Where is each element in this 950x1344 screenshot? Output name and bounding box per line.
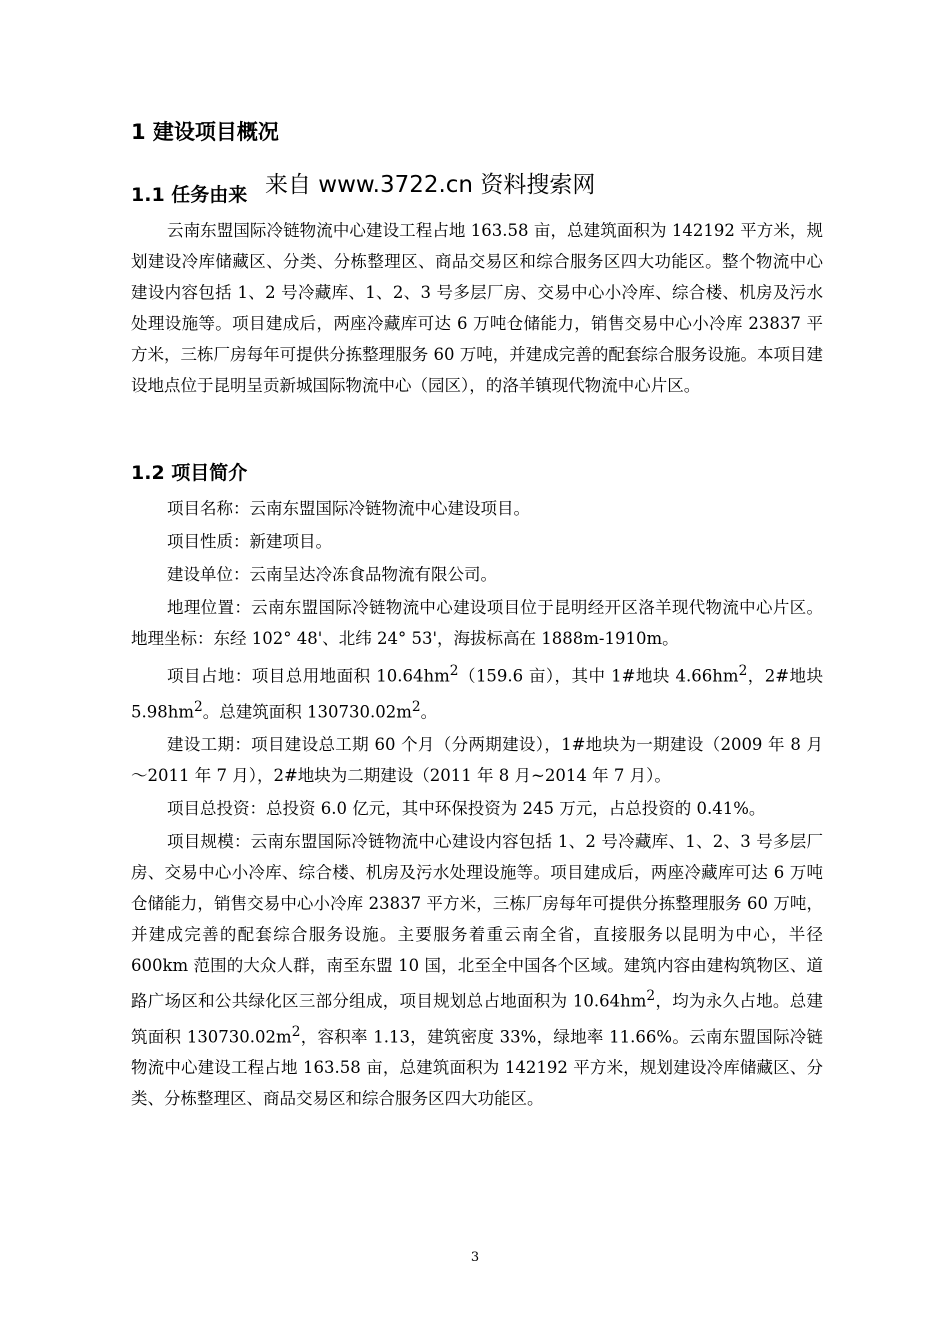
land-text-e: 。	[420, 702, 438, 721]
superscript: 2	[738, 663, 748, 679]
project-intro-block	[131, 493, 823, 1114]
chapter-heading: 1 建设项目概况	[131, 120, 279, 144]
scale-text-a: 项目规模：云南东盟国际冷链物流中心建设内容包括 1、2 号冷藏库、1、2、3 号多层厂房、交易中心小冷库、综合楼、机房及污水处理设施等。项目建成后，两座冷藏库可达 6 万吨仓储能力，销售交易中心小冷库 23837 平方米，三栋厂房每年可提供分拣整理服务 60 万吨，并建成完善的配套综合服务设施。主要服务着重云南全省，直接服务以昆明为中心，半径 600km 范围的大众人群，南至东盟 10 国，北至全中国各个区域。建筑内容由建构筑物区、道路广场区和公共绿化区三部分组成，项目规划总占地面积为 10.64hm	[131, 832, 823, 1011]
project-name-line: 项目名称：云南东盟国际冷链物流中心建设项目。	[167, 499, 530, 518]
land-text-a: 项目占地：项目总用地面积 10.64hm	[167, 666, 450, 686]
section-heading-task-origin: 1.1 任务由来	[131, 184, 248, 206]
superscript: 2	[291, 1023, 301, 1040]
scale-text-c: ，容积率 1.13，建筑密度 33%，绿地率 11.66%。云南东盟国际冷链物流中心建设工程占地 163.58 亩，总建筑面积为 142192 平方米，规划建设冷库储藏区、分类、分栋整理区、商品交易区和综合服务区四大功能区。	[131, 1027, 824, 1108]
section-heading-project-intro: 1.2 项目简介	[131, 462, 248, 484]
page-number: 3	[470, 1250, 480, 1265]
superscript: 2	[449, 663, 459, 679]
land-text-c: ，2#地块 5.98hm	[131, 666, 823, 721]
investment-paragraph: 项目总投资：总投资 6.0 亿元，其中环保投资为 245 万元，占总投资的 0.41%。	[167, 799, 766, 818]
location-paragraph: 地理位置：云南东盟国际冷链物流中心建设项目位于昆明经开区洛羊现代物流中心片区。地理坐标：东经 102° 48'、北纬 24° 53'，海拔标高在 1888m-1910m。	[131, 598, 823, 648]
watermark-text: 来自 www.3722.cn 资料搜索网	[265, 172, 596, 198]
construction-period-paragraph: 建设工期：项目建设总工期 60 个月（分两期建设），1#地块为一期建设（2009 年 8 月～2011 年 7 月），2#地块为二期建设（2011 年 8 月~2014 年 7 月）。	[131, 735, 823, 785]
construction-unit-line: 建设单位：云南呈达冷冻食品物流有限公司。	[167, 565, 497, 584]
scale-text-b: ，均为永久占地。总建筑面积 130730.02m	[131, 991, 823, 1046]
task-origin-paragraph: 云南东盟国际冷链物流中心建设工程占地 163.58 亩，总建筑面积为 142192 平方米，规划建设冷库储藏区、分类、分栋整理区、商品交易区和综合服务区四大功能区。整个物流中心建设内容包括 1、2 号冷藏库、1、2、3 号多层厂房、交易中心小冷库、综合楼、机房及污水处理设施等。项目建成后，两座冷藏库可达 6 万吨仓储能力，销售交易中心小冷库 23837 平方米，三栋厂房每年可提供分拣整理服务 60 万吨，并建成完善的配套综合服务设施。本项目建设地点位于昆明呈贡新城国际物流中心（园区），的洛羊镇现代物流中心片区。	[131, 221, 823, 395]
scale-paragraph	[131, 826, 823, 1114]
land-text-b: （159.6 亩），其中 1#地块 4.66hm	[458, 666, 739, 686]
superscript: 2	[646, 988, 656, 1004]
land-area-paragraph	[131, 656, 823, 727]
land-text-d: 。总建筑面积 130730.02m	[202, 702, 412, 721]
project-nature-line: 项目性质：新建项目。	[167, 532, 332, 551]
superscript: 2	[194, 698, 203, 715]
superscript: 2	[411, 698, 421, 715]
